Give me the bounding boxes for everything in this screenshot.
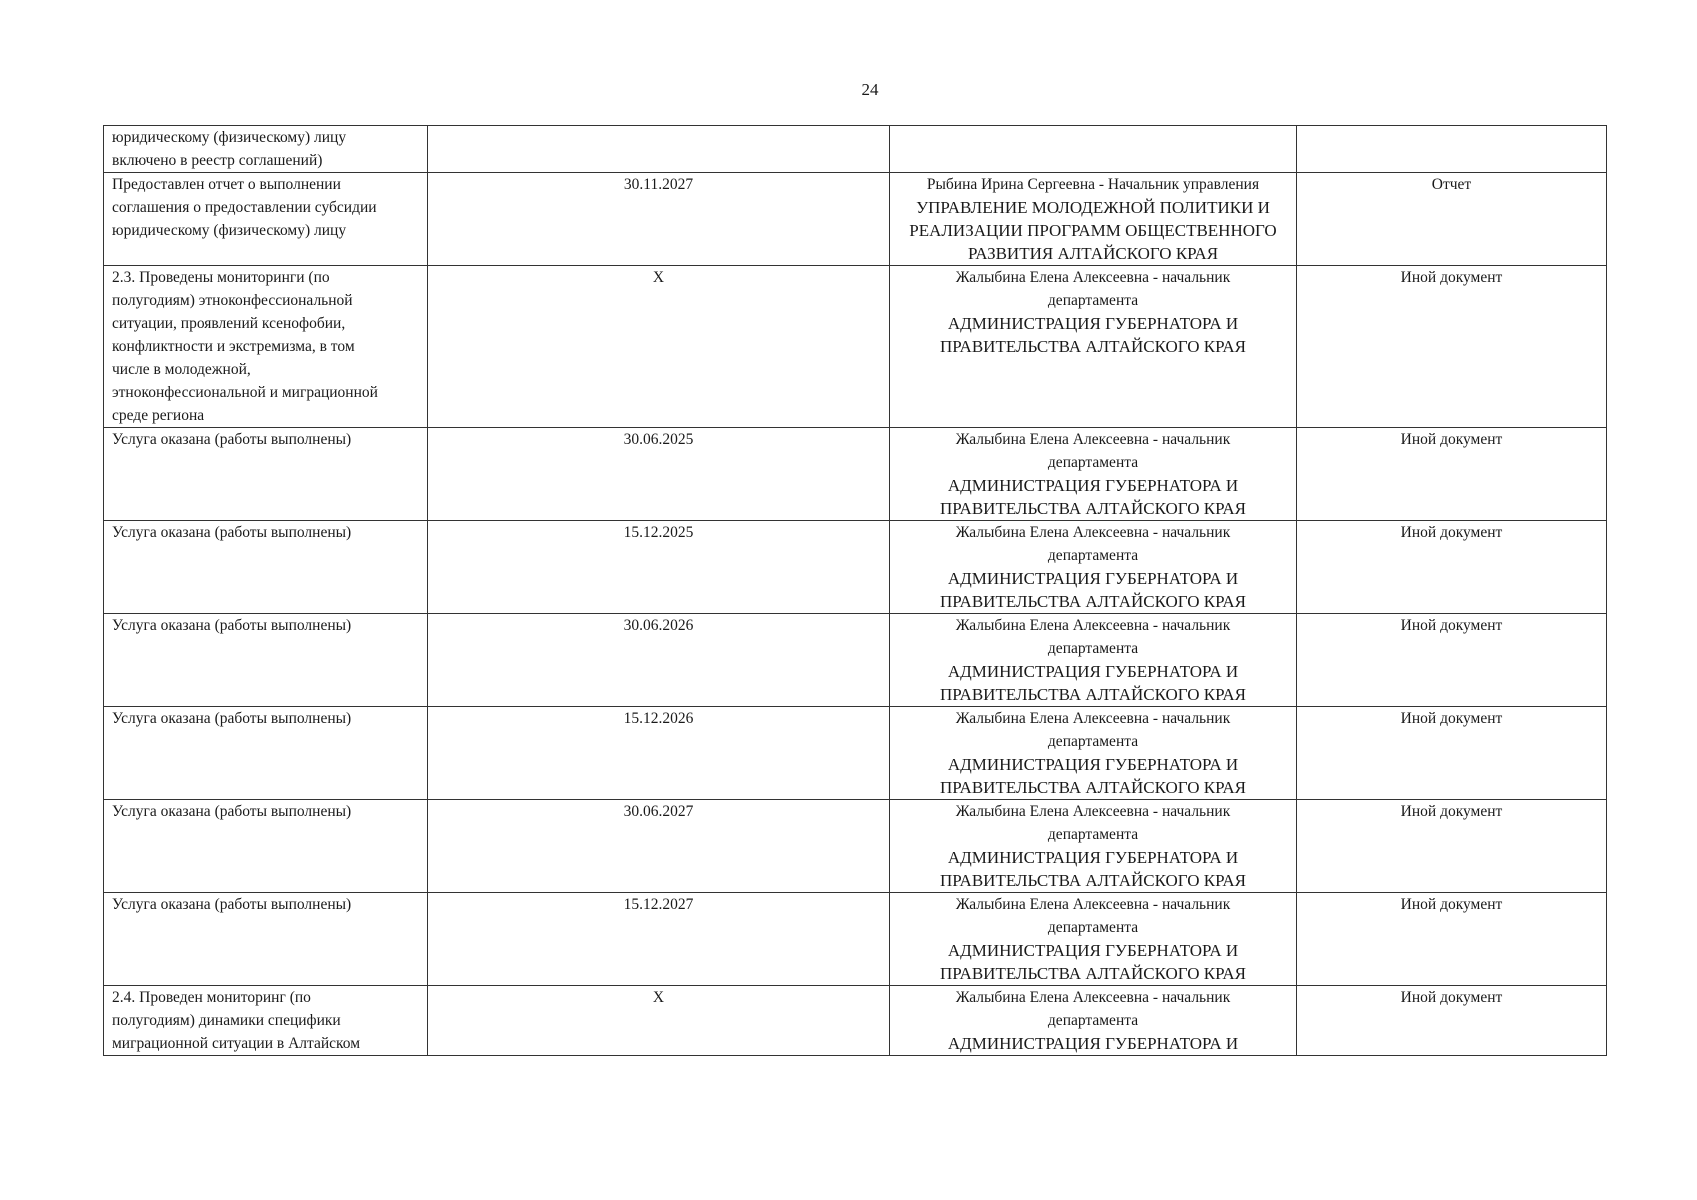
document-type-cell: Иной документ [1297,800,1607,893]
responsible-cell [890,614,1297,707]
result-cell: Услуга оказана (работы выполнены) [104,614,428,707]
table-row [104,126,1607,173]
responsible-cell [890,707,1297,800]
responsible-organization: АДМИНИСТРАЦИЯ ГУБЕРНАТОРА И ПРАВИТЕЛЬСТВА АЛТАЙСКОГО КРАЯ [940,314,1246,356]
result-cell: 2.4. Проведен мониторинг (по полугодиям) динамики специфики миграционной ситуации в Алтайском [104,986,428,1056]
result-cell: Услуга оказана (работы выполнены) [104,428,428,521]
responsible-person: Жалыбина Елена Алексеевна - начальник департамента [955,431,1231,471]
document-type-cell: Иной документ [1297,428,1607,521]
result-cell: 2.3. Проведены мониторинги (по полугодиям) этноконфессиональной ситуации, проявлений ксенофобии, конфликтности и экстремизма, в том числе в молодежной, этноконфессиональной и миграционной среде региона [104,266,428,428]
responsible-person: Жалыбина Елена Алексеевна - начальник департамента [955,803,1231,843]
table-row [104,614,1607,707]
date-cell: X [428,266,890,428]
responsible-organization: АДМИНИСТРАЦИЯ ГУБЕРНАТОРА И ПРАВИТЕЛЬСТВА АЛТАЙСКОГО КРАЯ [940,941,1246,983]
document-type-cell: Иной документ [1297,521,1607,614]
result-cell: Предоставлен отчет о выполнении соглашения о предоставлении субсидии юридическому (физическому) лицу [104,173,428,266]
result-cell: Услуга оказана (работы выполнены) [104,893,428,986]
responsible-person: Жалыбина Елена Алексеевна - начальник департамента [955,710,1231,750]
result-cell: Услуга оказана (работы выполнены) [104,521,428,614]
date-cell: X [428,986,890,1056]
responsible-person: Жалыбина Елена Алексеевна - начальник департамента [955,896,1231,936]
responsible-organization: АДМИНИСТРАЦИЯ ГУБЕРНАТОРА И ПРАВИТЕЛЬСТВА АЛТАЙСКОГО КРАЯ [940,569,1246,611]
responsible-cell [890,893,1297,986]
table-row [104,428,1607,521]
responsible-cell [890,173,1297,266]
responsible-cell [890,428,1297,521]
responsible-person: Рыбина Ирина Сергеевна - Начальник управления [926,176,1260,193]
table-row [104,707,1607,800]
document-type-cell: Иной документ [1297,893,1607,986]
responsible-person: Жалыбина Елена Алексеевна - начальник департамента [955,989,1231,1029]
responsible-cell [890,266,1297,428]
date-cell: 30.11.2027 [428,173,890,266]
document-type-cell: Отчет [1297,173,1607,266]
responsible-cell [890,800,1297,893]
result-cell: юридическому (физическому) лицу включено в реестр соглашений) [104,126,428,173]
date-cell: 30.06.2027 [428,800,890,893]
date-cell: 15.12.2026 [428,707,890,800]
responsible-organization: АДМИНИСТРАЦИЯ ГУБЕРНАТОРА И ПРАВИТЕЛЬСТВА АЛТАЙСКОГО КРАЯ [940,662,1246,704]
table-row [104,800,1607,893]
table-row [104,521,1607,614]
responsible-person: Жалыбина Елена Алексеевна - начальник департамента [955,617,1231,657]
document-type-cell: Иной документ [1297,266,1607,428]
results-table [103,125,1607,1056]
document-type-cell: Иной документ [1297,707,1607,800]
responsible-organization: АДМИНИСТРАЦИЯ ГУБЕРНАТОРА И ПРАВИТЕЛЬСТВА АЛТАЙСКОГО КРАЯ [940,476,1246,518]
responsible-cell [890,521,1297,614]
responsible-organization: АДМИНИСТРАЦИЯ ГУБЕРНАТОРА И ПРАВИТЕЛЬСТВА АЛТАЙСКОГО КРАЯ [940,755,1246,797]
document-type-cell: Иной документ [1297,986,1607,1056]
document-type-cell [1297,126,1607,173]
responsible-organization: АДМИНИСТРАЦИЯ ГУБЕРНАТОРА И ПРАВИТЕЛЬСТВА АЛТАЙСКОГО КРАЯ [940,848,1246,890]
document-type-cell: Иной документ [1297,614,1607,707]
date-cell: 30.06.2026 [428,614,890,707]
date-cell: 15.12.2027 [428,893,890,986]
table-row [104,173,1607,266]
responsible-organization: УПРАВЛЕНИЕ МОЛОДЕЖНОЙ ПОЛИТИКИ И РЕАЛИЗАЦИИ ПРОГРАММ ОБЩЕСТВЕННОГО РАЗВИТИЯ АЛТАЙСКОГО КРАЯ [909,198,1277,263]
responsible-cell [890,986,1297,1056]
result-cell: Услуга оказана (работы выполнены) [104,707,428,800]
page-number: 24 [861,80,879,99]
responsible-person: Жалыбина Елена Алексеевна - начальник департамента [955,269,1231,309]
date-cell [428,126,890,173]
result-cell: Услуга оказана (работы выполнены) [104,800,428,893]
responsible-cell [890,126,1297,173]
table-row [104,986,1607,1056]
date-cell: 15.12.2025 [428,521,890,614]
table-row [104,893,1607,986]
responsible-person: Жалыбина Елена Алексеевна - начальник департамента [955,524,1231,564]
date-cell: 30.06.2025 [428,428,890,521]
responsible-organization: АДМИНИСТРАЦИЯ ГУБЕРНАТОРА И [947,1034,1239,1053]
table-row [104,266,1607,428]
